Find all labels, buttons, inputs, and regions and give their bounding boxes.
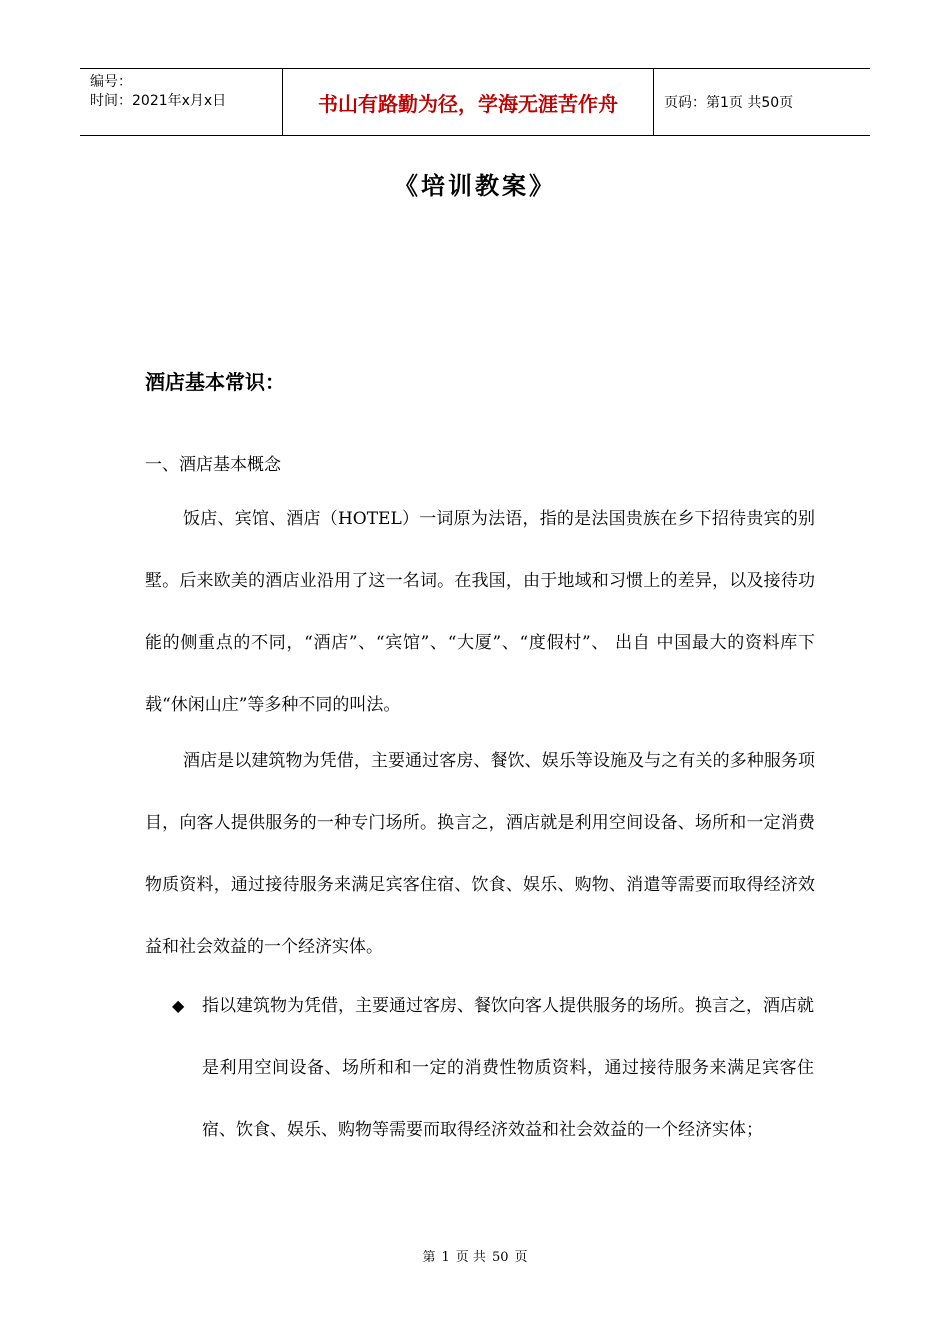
- header-motto: 书山有路勤为径，学海无涯苦作舟: [282, 69, 654, 135]
- footer-prefix: 第: [422, 1250, 436, 1265]
- footer-page-number: 1: [441, 1250, 450, 1265]
- paragraph-1: 饭店、宾馆、酒店（HOTEL）一词原为法语，指的是法国贵族在乡下招待贵宾的别墅。后来欧美的酒店业沿用了这一名词。在我国，由于地域和习惯上的差异，以及接待功能的侧重点的不同，“酒店”、“宾馆”、“大厦”、“度假村”、 出自 中国最大的资料库下载“休闲山庄”等多种不同的叫法。: [145, 509, 815, 715]
- footer-total-pages: 50: [491, 1250, 509, 1265]
- number-label: 编号：: [90, 74, 132, 90]
- time-label: 时间：2021年x月x日: [90, 93, 227, 109]
- footer-suffix: 页: [514, 1250, 528, 1265]
- page-header: [80, 68, 870, 136]
- section-heading: 酒店基本常识：: [145, 370, 285, 394]
- sub-heading: 一、酒店基本概念: [145, 455, 281, 475]
- header-meta: [80, 69, 282, 135]
- page-footer: [0, 1246, 950, 1265]
- paragraph-2: 酒店是以建筑物为凭借，主要通过客房、餐饮、娱乐等设施及与之有关的多种服务项目，向客人提供服务的一种专门场所。换言之，酒店就是利用空间设备、场所和一定消费物质资料，通过接待服务来满足宾客住宿、饮食、娱乐、购物、消遣等需要而取得经济效益和社会效益的一个经济实体。: [145, 751, 815, 957]
- bullet-diamond-icon: ◆: [172, 996, 185, 1015]
- footer-mid: 页 共: [455, 1250, 486, 1265]
- bullet-text: 指以建筑物为凭借，主要通过客房、餐饮向客人提供服务的场所。换言之，酒店就是利用空间设备、场所和和一定的消费性物质资料，通过接待服务来满足宾客住宿、饮食、娱乐、购物等需要而取得经济效益和社会效益的一个经济实体；: [202, 996, 814, 1140]
- document-title: 《培训教案》: [394, 171, 556, 200]
- header-page-info: 页码：第1页 共50页: [664, 95, 794, 111]
